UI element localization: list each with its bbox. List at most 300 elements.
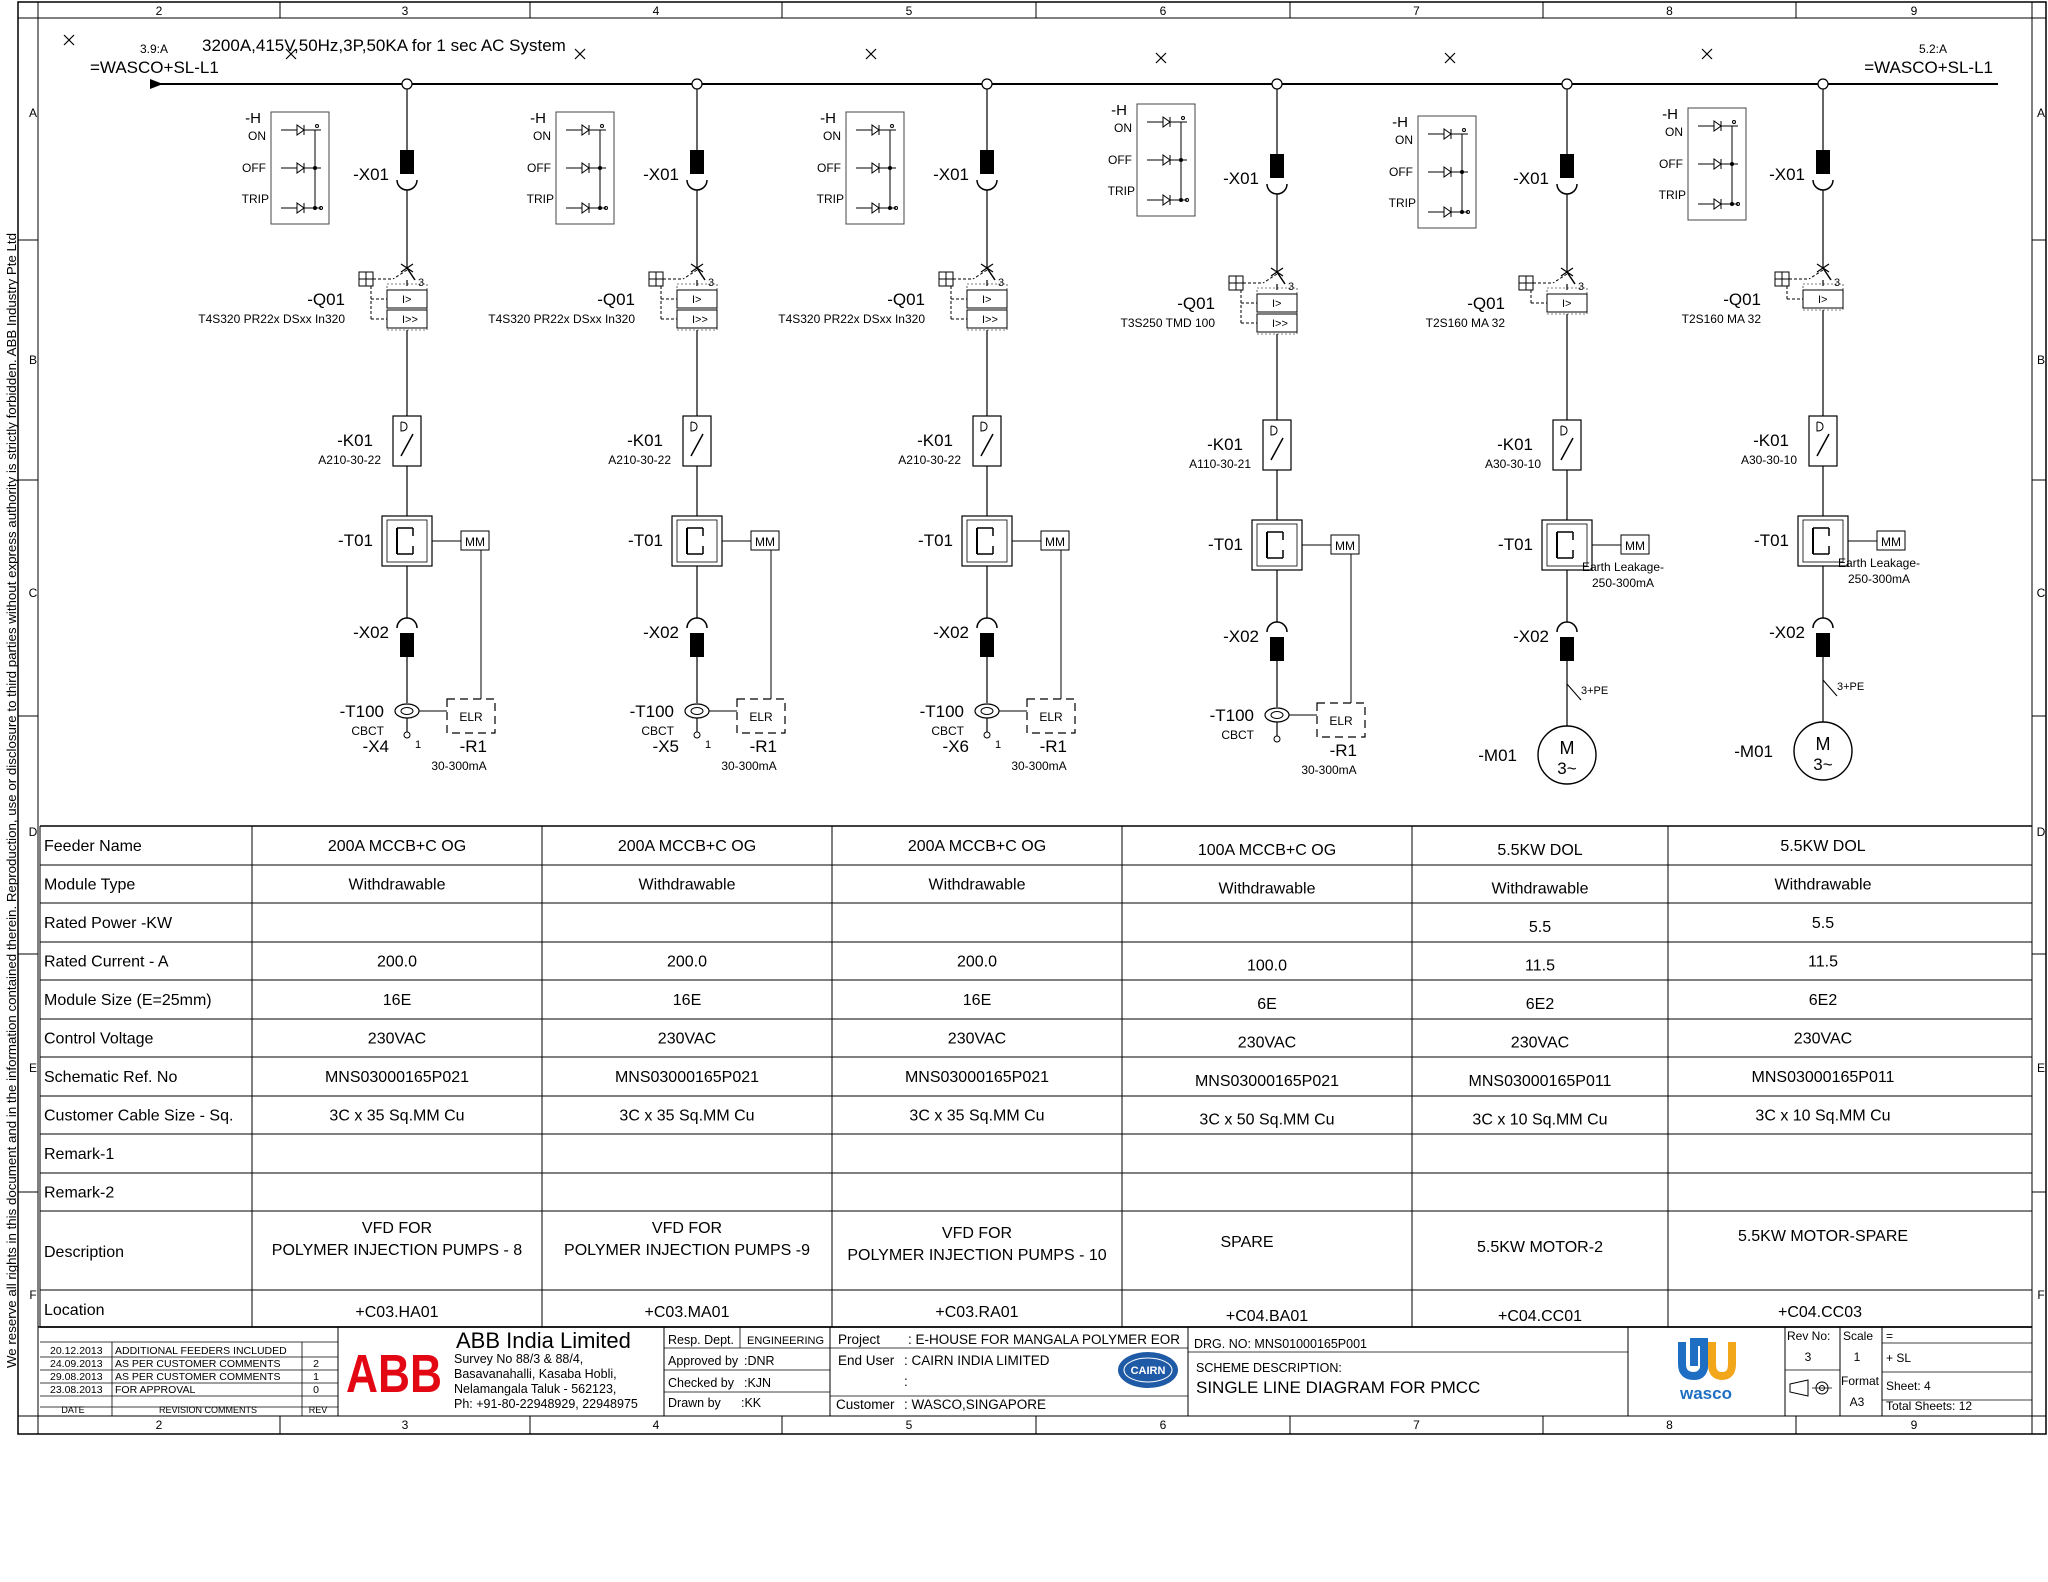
k01-spec: A110-30-21	[1189, 457, 1251, 471]
q01-label: -Q01	[1723, 290, 1761, 309]
description-text: POLYMER INJECTION PUMPS - 10	[847, 1247, 1107, 1264]
cell-value: 3C x 10 Sq.MM Cu	[1755, 1107, 1891, 1125]
q01-trip-unit: I>	[402, 294, 412, 306]
cbct-label: CBCT	[1221, 728, 1254, 742]
busbar-left-ref: 3.9:A	[140, 42, 169, 56]
lamp-trip-label: TRIP	[1388, 196, 1416, 210]
checked-by-value: :KJN	[744, 1376, 772, 1390]
mm-meter-label: MM	[1045, 535, 1065, 549]
cross-mark-icon	[866, 49, 876, 59]
h-label: -H	[1392, 114, 1408, 131]
zone-label-right: C	[2036, 586, 2046, 600]
indicator-lamp-box	[1137, 104, 1195, 216]
k01-spec: A210-30-22	[608, 453, 671, 467]
cell-value: Withdrawable	[1218, 880, 1316, 898]
feeder-2	[488, 79, 785, 773]
zone-grid	[18, 2, 2046, 1434]
k01-spec: A210-30-22	[898, 453, 961, 467]
q01-pole-count: 3	[1578, 281, 1585, 293]
lamp-off-label: OFF	[1659, 157, 1683, 171]
t100-label: -T100	[1209, 706, 1254, 725]
row-label: Rated Power -KW	[44, 915, 173, 932]
row-label: Schematic Ref. No	[44, 1069, 178, 1086]
m01-label: -M01	[1478, 746, 1517, 765]
x01-connector	[1560, 154, 1574, 178]
x02-label: -X02	[643, 623, 679, 642]
wasco-logo	[1679, 1342, 1732, 1403]
cell-value: MNS03000165P021	[1194, 1073, 1340, 1090]
lamp-off-label: OFF	[1108, 153, 1132, 167]
motor-phase-label: 3~	[1813, 755, 1833, 774]
cell-value: 230VAC	[657, 1030, 717, 1048]
k01-spec: A210-30-22	[318, 453, 381, 467]
feeder-columns	[198, 79, 1920, 784]
end-user-value: : CAIRN INDIA LIMITED	[904, 1353, 1050, 1368]
feeder-5	[1389, 79, 1664, 784]
busbar-left-name: =WASCO+SL-L1	[90, 58, 219, 77]
lamp-on-label: ON	[533, 129, 551, 143]
revision-number: 0	[313, 1384, 319, 1396]
x01-label: -X01	[1513, 169, 1549, 188]
revision-comment: FOR APPROVAL	[115, 1384, 196, 1396]
x01-connector	[1270, 154, 1284, 178]
x01-label: -X01	[1769, 165, 1805, 184]
zone-label-right: A	[2036, 106, 2046, 120]
terminal-point	[694, 732, 700, 738]
cell-value: 3C x 35 Sq.MM Cu	[329, 1107, 465, 1125]
k01-label: -K01	[337, 431, 373, 450]
x02-label: -X02	[1769, 623, 1805, 642]
row-label: Remark-2	[44, 1184, 115, 1202]
lamp-trip-label: TRIP	[1107, 184, 1135, 198]
q01-breaker	[1519, 268, 1587, 314]
zone-label-right: F	[2037, 1288, 2045, 1302]
cell-value: 5.5KW DOL	[1497, 842, 1583, 859]
x01-connector	[1816, 150, 1830, 174]
zone-label-top: 3	[401, 4, 409, 18]
t01-label: -T01	[1208, 535, 1243, 554]
end-user-label: End User	[838, 1353, 895, 1368]
motor-phase-label: 3~	[1557, 759, 1577, 778]
cell-value: 5.5	[1528, 919, 1552, 936]
lamp-off-label: OFF	[1389, 165, 1413, 179]
t01-label: -T01	[918, 531, 953, 550]
busbar-junction	[402, 79, 412, 89]
t01-current-transformer	[672, 516, 722, 566]
approved-by-value: :DNR	[744, 1354, 775, 1368]
drawn-by-value: :KK	[741, 1396, 762, 1410]
location-code: + SL	[1886, 1351, 1912, 1365]
cell-value: 3C x 35 Sq.MM Cu	[619, 1107, 755, 1125]
cross-mark-icon	[575, 49, 585, 59]
row-label-location: Location	[44, 1302, 105, 1319]
busbar-junction	[1562, 79, 1572, 89]
zone-label-left: F	[29, 1288, 37, 1302]
h-label: -H	[820, 110, 836, 127]
q01-label: -Q01	[307, 290, 345, 309]
q01-trip-unit: I>>	[1272, 318, 1288, 330]
h-label: -H	[530, 110, 546, 127]
zone-label-bottom: 6	[1159, 1418, 1167, 1432]
zone-label-bottom: 8	[1666, 1418, 1673, 1432]
zone-label-bottom: 4	[652, 1418, 660, 1432]
motor-m-label: M	[1815, 734, 1831, 754]
x02-connector	[1816, 633, 1830, 657]
pe-label: 3+PE	[1581, 685, 1609, 697]
description-text: VFD FOR	[361, 1220, 433, 1237]
x02-label: -X02	[353, 623, 389, 642]
rev-header-rev: REV	[308, 1405, 328, 1415]
q01-spec: T3S250 TMD 100	[1120, 316, 1215, 330]
q01-pole-count: 3	[418, 277, 425, 289]
x02-connector	[1560, 637, 1574, 661]
row-label: Control Voltage	[44, 1030, 154, 1048]
customer-label: Customer	[836, 1397, 895, 1412]
lamp-off-label: OFF	[527, 161, 551, 175]
feeder-6	[1659, 79, 1920, 780]
t01-label: -T01	[1754, 531, 1789, 550]
eq-field: =	[1886, 1329, 1894, 1343]
pe-label: 3+PE	[1837, 681, 1865, 693]
zone-label-top: 8	[1666, 4, 1673, 18]
side-disclaimer: We reserve all rights in this document and in the information contained therein. Reproduction, use or disclosure to third parties without express authority is strictly forbidden. ABB Industry Pte Ltd	[4, 257, 19, 1368]
busbar-junction	[982, 79, 992, 89]
cell-value: 100.0	[1246, 957, 1288, 975]
earth-leakage-range: 250-300mA	[1847, 572, 1911, 586]
revision-date: 29.08.2013	[50, 1371, 103, 1383]
h-label: -H	[1662, 106, 1678, 123]
q01-label: -Q01	[597, 290, 635, 309]
zone-label-left: D	[28, 825, 38, 839]
k01-contactor	[1263, 420, 1291, 470]
projection-symbol-icon	[1790, 1380, 1832, 1396]
cell-value: 5.5	[1811, 915, 1835, 932]
location-value: +C04.BA01	[1225, 1308, 1309, 1325]
lamp-off-label: OFF	[817, 161, 841, 175]
address-line-2: Basavanahalli, Kasaba Hobli,	[454, 1367, 617, 1381]
mm-meter-label: MM	[1625, 539, 1645, 553]
k01-contactor	[683, 416, 711, 466]
sheet-number: Sheet: 4	[1886, 1379, 1931, 1393]
cell-value: 6E	[1257, 996, 1277, 1013]
cell-value: 100A MCCB+C OG	[1197, 842, 1337, 859]
t100-cbct-core	[691, 708, 703, 715]
cell-value: 230VAC	[367, 1030, 427, 1048]
cell-value: MNS03000165P021	[614, 1069, 760, 1086]
cbct-label: CBCT	[931, 724, 964, 738]
address-line-3: Nelamangala Taluk - 562123,	[454, 1382, 617, 1396]
q01-spec: T4S320 PR22x DSxx In320	[778, 312, 925, 326]
cell-value: 200.0	[956, 953, 998, 971]
cell-value: 200.0	[376, 953, 418, 971]
zone-label-top: 4	[652, 4, 660, 18]
x02-connector	[980, 633, 994, 657]
cell-value: MNS03000165P011	[1751, 1069, 1895, 1086]
revision-comment: AS PER CUSTOMER COMMENTS	[115, 1358, 281, 1370]
x02-label: -X02	[1223, 627, 1259, 646]
cross-mark-icon	[1156, 53, 1166, 63]
company-name: ABB India Limited	[456, 1328, 631, 1353]
motor-m-label: M	[1559, 738, 1575, 758]
zone-label-bottom: 2	[155, 1418, 163, 1432]
q01-breaker	[1775, 264, 1843, 310]
q01-label: -Q01	[1177, 294, 1215, 313]
t100-label: -T100	[919, 702, 964, 721]
scheme-label: SCHEME DESCRIPTION:	[1196, 1361, 1342, 1375]
x02-socket	[1813, 618, 1833, 628]
r1-label: -R1	[1329, 741, 1357, 760]
x01-label: -X01	[933, 165, 969, 184]
k01-label: -K01	[917, 431, 953, 450]
zone-label-left: A	[28, 106, 38, 120]
t100-label: -T100	[629, 702, 674, 721]
r1-spec: 30-300mA	[431, 759, 487, 773]
revision-date: 24.09.2013	[50, 1358, 103, 1370]
q01-pole-count: 3	[708, 277, 715, 289]
t01-current-transformer	[1252, 520, 1302, 570]
cell-value: 11.5	[1525, 957, 1555, 975]
mm-meter-label: MM	[1881, 535, 1901, 549]
project-value: : E-HOUSE FOR MANGALA POLYMER EOR	[908, 1332, 1181, 1347]
drawn-by-label: Drawn by	[668, 1396, 721, 1410]
busbar-right-name: =WASCO+SL-L1	[1864, 58, 1993, 77]
x01-socket	[397, 180, 417, 190]
x01-socket	[1557, 184, 1577, 194]
t01-current-transformer	[962, 516, 1012, 566]
location-value: +C03.RA01	[935, 1304, 1019, 1321]
mm-meter-label: MM	[1335, 539, 1355, 553]
cell-value: 16E	[962, 992, 992, 1009]
cbct-label: CBCT	[351, 724, 384, 738]
cell-value: 230VAC	[947, 1030, 1007, 1048]
revision-number: 2	[313, 1358, 319, 1370]
revision-date: 23.08.2013	[50, 1384, 103, 1396]
terminal-number: 1	[415, 739, 422, 751]
x02-socket	[687, 618, 707, 628]
description-text: POLYMER INJECTION PUMPS - 8	[271, 1242, 523, 1259]
q01-breaker	[649, 264, 717, 330]
approved-by-label: Approved by	[668, 1354, 739, 1368]
q01-pole-count: 3	[998, 277, 1005, 289]
q01-spec: T2S160 MA 32	[1425, 316, 1505, 330]
row-label: Remark-1	[44, 1146, 115, 1163]
lamp-on-label: ON	[1665, 125, 1683, 139]
k01-label: -K01	[1497, 435, 1533, 454]
revision-number: 1	[313, 1371, 319, 1383]
busbar-junction	[692, 79, 702, 89]
lamp-off-label: OFF	[242, 161, 266, 175]
cell-value: 230VAC	[1510, 1034, 1570, 1052]
t100-label: -T100	[339, 702, 384, 721]
terminal-point	[1274, 736, 1280, 742]
scale-value: 1	[1853, 1350, 1861, 1364]
lamp-on-label: ON	[1395, 133, 1413, 147]
x01-socket	[1267, 184, 1287, 194]
x02-connector	[1270, 637, 1284, 661]
earth-leakage-range: 250-300mA	[1591, 576, 1655, 590]
lamp-trip-label: TRIP	[241, 192, 269, 206]
svg-text:ABB: ABB	[346, 1344, 442, 1404]
cbct-label: CBCT	[641, 724, 674, 738]
resp-dept-label: Resp. Dept.	[668, 1333, 735, 1347]
revision-comment: ADDITIONAL FEEDERS INCLUDED	[115, 1345, 287, 1357]
cell-value: Withdrawable	[1774, 876, 1872, 894]
rev-header-date: DATE	[61, 1405, 85, 1415]
row-label: Customer Cable Size - Sq.	[44, 1107, 234, 1125]
terminal-number: 1	[705, 739, 712, 751]
r1-spec: 30-300mA	[721, 759, 777, 773]
cell-value: 3C x 50 Sq.MM Cu	[1199, 1111, 1335, 1129]
x02-connector	[690, 633, 704, 657]
cell-value: 5.5KW DOL	[1780, 838, 1866, 855]
cell-value: MNS03000165P021	[324, 1069, 470, 1086]
zone-label-top: 5	[905, 4, 913, 18]
cell-value: Withdrawable	[638, 876, 736, 894]
x01-label: -X01	[353, 165, 389, 184]
k01-spec: A30-30-10	[1484, 457, 1541, 471]
feeder-4	[1108, 79, 1365, 777]
q01-breaker	[359, 264, 427, 330]
zone-label-left: E	[28, 1061, 38, 1075]
cell-value: Withdrawable	[348, 876, 446, 894]
zone-label-left: C	[28, 586, 38, 600]
resp-dept-value: ENGINEERING	[747, 1335, 825, 1347]
blank-field: :	[904, 1374, 908, 1389]
busbar-right-ref: 5.2:A	[1918, 42, 1947, 56]
k01-contactor	[1553, 420, 1581, 470]
q01-trip-unit: I>	[692, 294, 702, 306]
x01-label: -X01	[643, 165, 679, 184]
cross-mark-icon	[64, 35, 74, 45]
t100-cbct-core	[401, 708, 413, 715]
cell-value: 3C x 35 Sq.MM Cu	[909, 1107, 1045, 1125]
cell-value: Withdrawable	[1491, 880, 1589, 898]
x01-socket	[977, 180, 997, 190]
zone-label-bottom: 7	[1413, 1418, 1420, 1432]
rev-no-label: Rev No:	[1787, 1329, 1831, 1343]
cell-value: 6E2	[1808, 992, 1838, 1009]
drawing-number: DRG. NO: MNS01000165P001	[1194, 1337, 1368, 1351]
r1-spec: 30-300mA	[1011, 759, 1067, 773]
terminal-number: 1	[995, 739, 1002, 751]
row-label: Module Type	[44, 876, 136, 894]
address-line-1: Survey No 88/3 & 88/4,	[454, 1352, 584, 1366]
description-text: POLYMER INJECTION PUMPS -9	[564, 1242, 810, 1259]
t100-cbct-core	[981, 708, 993, 715]
q01-trip-unit: I>	[1562, 298, 1572, 310]
location-value: +C04.CC03	[1777, 1304, 1863, 1321]
cell-value: MNS03000165P021	[904, 1069, 1050, 1086]
zone-label-bottom: 5	[905, 1418, 913, 1432]
description-text: 5.5KW MOTOR-2	[1477, 1239, 1603, 1256]
location-value: +C03.MA01	[644, 1304, 730, 1321]
checked-by-label: Checked by	[668, 1376, 735, 1390]
address-line-4: Ph: +91-80-22948929, 22948975	[454, 1397, 638, 1411]
format-value: A3	[1849, 1395, 1865, 1409]
k01-contactor	[393, 416, 421, 466]
row-label-description: Description	[44, 1244, 125, 1261]
title-block	[38, 1327, 2032, 1416]
cell-value: Withdrawable	[928, 876, 1026, 894]
x02-socket	[1267, 622, 1287, 632]
r1-label: -R1	[749, 737, 777, 756]
k01-contactor	[1809, 416, 1837, 466]
k01-label: -K01	[627, 431, 663, 450]
k01-contactor	[973, 416, 1001, 466]
cell-value: 11.5	[1808, 953, 1838, 971]
lamp-trip-label: TRIP	[816, 192, 844, 206]
terminal-label: -X5	[652, 737, 679, 756]
x01-label: -X01	[1223, 169, 1259, 188]
cell-value: 6E2	[1525, 996, 1555, 1013]
zone-label-right: D	[2036, 825, 2046, 839]
x01-connector	[980, 150, 994, 174]
total-sheets: Total Sheets: 12	[1886, 1399, 1973, 1413]
row-label: Module Size (E=25mm)	[44, 992, 212, 1009]
q01-label: -Q01	[887, 290, 925, 309]
cell-value: 200A MCCB+C OG	[617, 838, 757, 855]
r1-label: -R1	[1039, 737, 1067, 756]
description-text: VFD FOR	[941, 1225, 1013, 1242]
location-value: +C04.CC01	[1497, 1308, 1583, 1325]
format-label: Format	[1841, 1374, 1880, 1388]
lamp-trip-label: TRIP	[1658, 188, 1686, 202]
m01-label: -M01	[1734, 742, 1773, 761]
indicator-lamp-box	[1418, 116, 1476, 228]
k01-spec: A30-30-10	[1740, 453, 1797, 467]
revision-comment: AS PER CUSTOMER COMMENTS	[115, 1371, 281, 1383]
t01-label: -T01	[1498, 535, 1533, 554]
feeder-1	[198, 79, 495, 773]
cell-value: 200.0	[666, 953, 708, 971]
feeder-3	[778, 79, 1075, 773]
x02-socket	[1557, 622, 1577, 632]
zone-label-top: 2	[155, 4, 163, 18]
t100-cbct-core	[1271, 712, 1283, 719]
zone-label-top: 6	[1159, 4, 1167, 18]
cell-value: 16E	[382, 992, 412, 1009]
x01-connector	[690, 150, 704, 174]
t01-label: -T01	[338, 531, 373, 550]
elr-label: ELR	[1039, 710, 1063, 724]
q01-trip-unit: I>	[1272, 298, 1282, 310]
terminal-label: -X6	[942, 737, 969, 756]
r1-label: -R1	[459, 737, 487, 756]
mm-meter-label: MM	[465, 535, 485, 549]
mm-meter-label: MM	[755, 535, 775, 549]
q01-pole-count: 3	[1288, 281, 1295, 293]
lamp-on-label: ON	[248, 129, 266, 143]
zone-label-top: 7	[1413, 4, 1420, 18]
cell-value: 200A MCCB+C OG	[327, 838, 467, 855]
terminal-point	[984, 732, 990, 738]
cell-value: 3C x 10 Sq.MM Cu	[1472, 1111, 1608, 1129]
q01-trip-unit: I>	[982, 294, 992, 306]
cell-value: 230VAC	[1237, 1034, 1297, 1052]
zone-label-right: E	[2036, 1061, 2046, 1075]
cell-value: 230VAC	[1793, 1030, 1853, 1048]
cell-value: 16E	[672, 992, 702, 1009]
zone-label-left: B	[28, 353, 38, 367]
t100-cbct	[685, 704, 709, 718]
t100-cbct	[395, 704, 419, 718]
q01-spec: T2S160 MA 32	[1681, 312, 1761, 326]
terminal-label: -X4	[362, 737, 389, 756]
q01-breaker	[939, 264, 1007, 330]
description-text: VFD FOR	[651, 1220, 723, 1237]
terminal-point	[404, 732, 410, 738]
indicator-lamp-box	[556, 112, 614, 224]
